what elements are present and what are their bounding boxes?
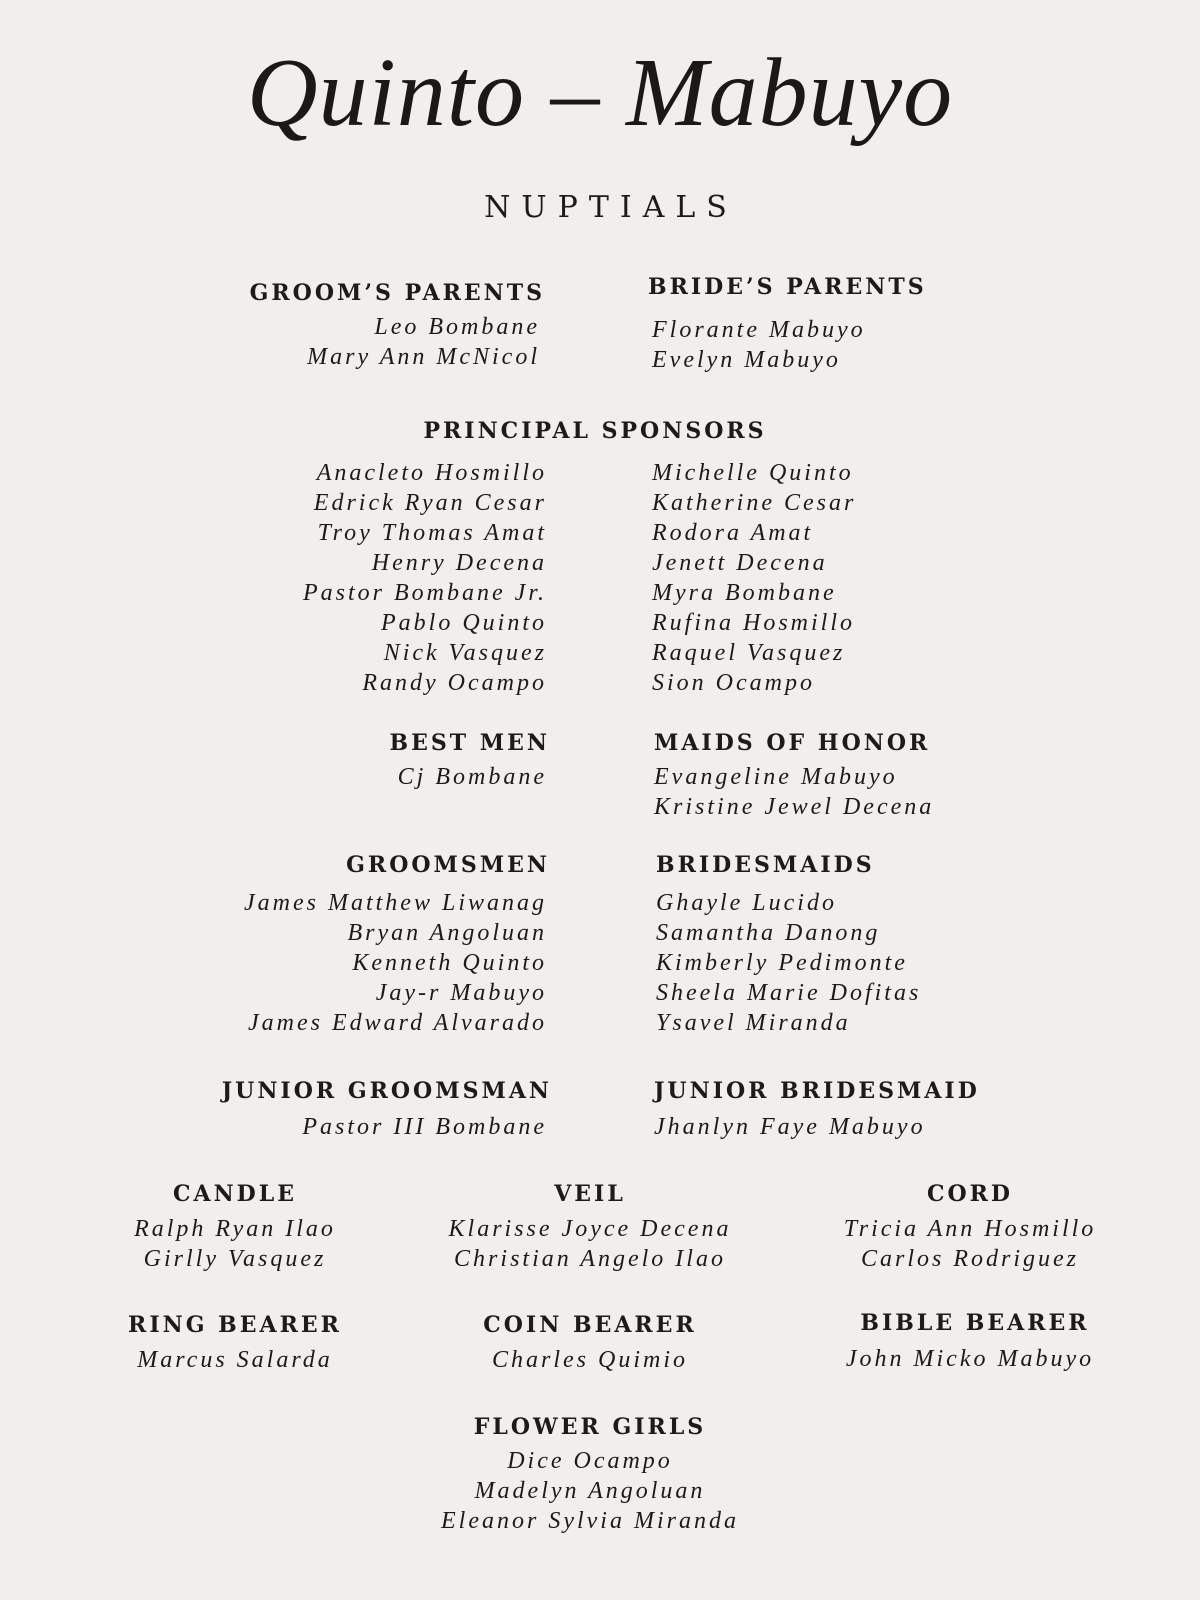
name-item: Kristine Jewel Decena — [654, 794, 935, 820]
name-item: Ralph Ryan Ilao — [134, 1216, 336, 1242]
name-item: Jay-r Mabuyo — [375, 980, 547, 1006]
name-item: Bryan Angoluan — [347, 920, 547, 946]
name-item: Rodora Amat — [652, 520, 814, 546]
name-item: Katherine Cesar — [652, 490, 857, 516]
coin-bearer-heading: COIN BEARER — [483, 1312, 697, 1338]
cord-list — [810, 1214, 1130, 1274]
groomsmen-heading: GROOMSMEN — [346, 852, 550, 878]
name-item: Kenneth Quinto — [352, 950, 547, 976]
candle-list — [80, 1214, 390, 1274]
junior-groomsman-heading: JUNIOR GROOMSMAN — [221, 1078, 552, 1104]
name-item: Anacleto Hosmillo — [316, 460, 547, 486]
coin-bearer-list — [430, 1345, 750, 1375]
bible-bearer-heading: BIBLE BEARER — [860, 1310, 1090, 1336]
name-item: Edrick Ryan Cesar — [313, 490, 547, 516]
name-item: Jhanlyn Faye Mabuyo — [654, 1114, 926, 1140]
name-item: Tricia Ann Hosmillo — [843, 1216, 1097, 1242]
name-item: Charles Quimio — [491, 1347, 688, 1373]
name-item: Girlly Vasquez — [143, 1246, 327, 1272]
name-item: Eleanor Sylvia Miranda — [441, 1508, 739, 1534]
name-item: James Matthew Liwanag — [244, 890, 547, 916]
junior-bridesmaid-heading: JUNIOR BRIDESMAID — [654, 1078, 980, 1104]
junior-groomsman-list — [302, 1112, 547, 1142]
brides-parents-list — [652, 315, 866, 375]
couple-names-title: Quinto – Mabuyo — [246, 39, 954, 147]
name-item: Myra Bombane — [652, 580, 837, 606]
ring-bearer-list — [80, 1345, 390, 1375]
principal-sponsors-heading: PRINCIPAL SPONSORS — [423, 418, 767, 444]
name-item: Rufina Hosmillo — [652, 610, 856, 636]
name-item: Jenett Decena — [652, 550, 828, 576]
name-item: Mary Ann McNicol — [307, 344, 540, 370]
name-item: Madelyn Angoluan — [474, 1478, 706, 1504]
flower-girls-list — [400, 1446, 780, 1536]
candle-heading: CANDLE — [172, 1181, 297, 1207]
maids-of-honor-heading: MAIDS OF HONOR — [654, 730, 931, 756]
name-item: Raquel Vasquez — [652, 640, 846, 666]
name-item: John Micko Mabuyo — [845, 1346, 1095, 1372]
name-item: Evelyn Mabuyo — [652, 347, 841, 373]
principal-sponsors-right-list — [652, 458, 856, 698]
name-item: Marcus Salarda — [137, 1347, 333, 1373]
name-item: Cj Bombane — [397, 764, 547, 790]
name-item: Sion Ocampo — [652, 670, 815, 696]
name-item: Pablo Quinto — [381, 610, 547, 636]
veil-list — [420, 1214, 760, 1274]
cord-heading: CORD — [926, 1181, 1014, 1207]
name-item: Florante Mabuyo — [652, 317, 866, 343]
name-item: Nick Vasquez — [383, 640, 547, 666]
best-men-list — [398, 762, 547, 792]
name-item: Evangeline Mabuyo — [654, 764, 898, 790]
name-item: Carlos Rodriguez — [860, 1246, 1079, 1272]
junior-bridesmaid-list — [654, 1112, 926, 1142]
name-item: Henry Decena — [371, 550, 547, 576]
bridesmaids-list — [656, 888, 921, 1038]
grooms-parents-list — [307, 312, 540, 372]
name-item: Randy Ocampo — [362, 670, 547, 696]
name-item: Christian Angelo Ilao — [454, 1246, 726, 1272]
best-men-heading: BEST MEN — [389, 730, 550, 756]
name-item: James Edward Alvarado — [248, 1010, 547, 1036]
principal-sponsors-left-list — [303, 458, 547, 698]
name-item: Leo Bombane — [374, 314, 540, 340]
name-item: Klarisse Joyce Decena — [448, 1216, 732, 1242]
name-item: Troy Thomas Amat — [317, 520, 547, 546]
name-item: Sheela Marie Dofitas — [656, 980, 922, 1006]
bridesmaids-heading: BRIDESMAIDS — [656, 852, 875, 878]
name-item: Pastor III Bombane — [302, 1114, 547, 1140]
flower-girls-heading: FLOWER GIRLS — [473, 1414, 707, 1440]
bible-bearer-list — [810, 1344, 1130, 1374]
name-item: Dice Ocampo — [507, 1448, 673, 1474]
name-item: Ghayle Lucido — [656, 890, 837, 916]
brides-parents-heading: BRIDE’S PARENTS — [648, 274, 927, 300]
name-item: Kimberly Pedimonte — [656, 950, 908, 976]
maids-of-honor-list — [654, 762, 934, 822]
ring-bearer-heading: RING BEARER — [128, 1312, 342, 1338]
groomsmen-list — [244, 888, 547, 1038]
name-item: Michelle Quinto — [652, 460, 854, 486]
name-item: Ysavel Miranda — [656, 1010, 851, 1036]
name-item: Pastor Bombane Jr. — [303, 580, 547, 606]
name-item: Samantha Danong — [656, 920, 881, 946]
veil-heading: VEIL — [554, 1181, 626, 1207]
nuptials-subtitle: NUPTIALS — [484, 190, 738, 225]
grooms-parents-heading: GROOM’S PARENTS — [249, 280, 545, 306]
